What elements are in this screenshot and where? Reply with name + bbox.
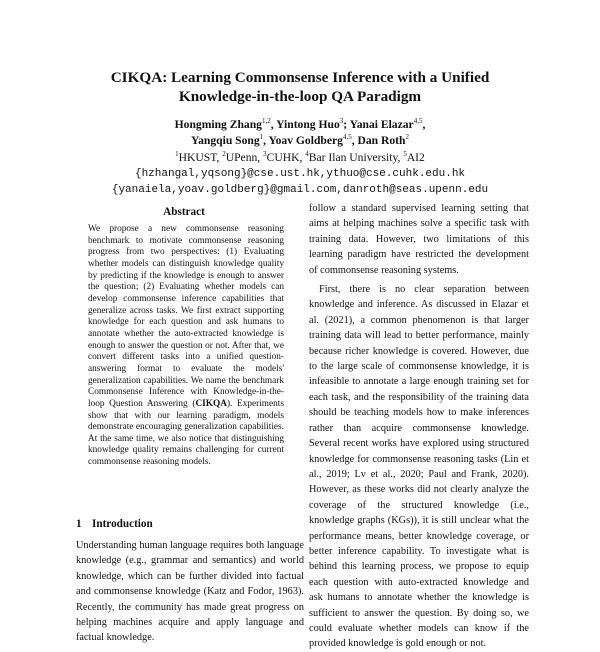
paper-title-line-1: CIKQA: Learning Commonsense Inference with a Unified: [110, 69, 490, 86]
affil-sup: 5: [403, 150, 407, 158]
author-separator: ,: [270, 118, 277, 131]
abstract-body: [88, 224, 284, 469]
email-line-2: {yanaiela,yoav.goldberg}@gmail.com,danroth@seas.upenn.edu: [111, 184, 489, 196]
abstract-text: We propose a new commonsense reasoning benchmark to motivate commonsense reasoning progress from two perspectives: (1) Evaluating whether models can distinguish knowledge quality by predicting if the knowledge is enough to answer the question; (2) Evaluating whether models can develop commonsense inference capabilities that generalize across tasks. We first extract supporting knowledge for each question and ask humans to annotate whether the auto-extracted knowledge is enough to answer the question or not. After that, we convert different tasks into a unified question-answering format to evaluate the models' generalization capabilities. We name the benchmark Commonsense Inference with Knowledge-in-the-loop Question Answering (: [88, 224, 284, 409]
author-affil-sup: 4,5: [342, 133, 352, 141]
affil-sup: 3: [263, 150, 267, 158]
abstract-text-end: ). Experiments show that with our learning paradigm, models demonstrate encouraging generalization capabilities. At the same time, we also notice that distinguishing knowledge quality remains challenging for current commonsense reasoning models.: [88, 398, 285, 468]
author-affil-sup: 2: [405, 133, 409, 141]
affil-sup: 2: [222, 150, 226, 158]
author-line-1: [0, 117, 600, 133]
right-paragraph-2: First, there is no clear separation between knowledge and inference. As discussed in Elazar et al. (2021), a common phenomenon is that larger training data will lead to better performance, mainly because richer knowledge is covered. However, due to the large scale of commonsense knowledge, it is infeasible to annotate a large enough training set for each task, and the responsibility of the training data should be teaching models how to make inferences rather than acquire commonsense knowledge. Several recent works have explored using structured knowledge for commonsense reasoning tasks (Lin et al., 2019; Lv et al., 2020; Paul and Frank, 2020). However, as these works did not clearly analyze the coverage of the structured knowledge (i.e., knowledge graphs (KGs)), it is still unclear what the performance means, better knowledge coverage, or better inference capability. To investigate what is behind this learning process, we propose to equip each question with auto-extracted knowledge and ask humans to annotate whether the knowledge is sufficient to answer the question. By doing so, we could evaluate whether models can know if the provided knowledge is gold enough or not.: [309, 284, 529, 650]
author-name: Yangqiu Song: [191, 134, 260, 147]
author-separator: ,: [351, 134, 358, 147]
affiliations: [0, 150, 600, 166]
right-column: [309, 201, 529, 652]
author-separator: ,: [422, 118, 426, 131]
author-name: Yoav Goldberg: [268, 134, 343, 147]
affil-name: CUHK,: [266, 151, 306, 164]
affil-name: HKUST,: [178, 151, 223, 164]
affil-name: AI2: [406, 151, 425, 164]
section-heading-introduction: [76, 517, 153, 531]
introduction-paragraph: Understanding human language requires both language knowledge (e.g., grammar and semantics) and world knowledge, which can be further divided into factual and commonsense knowledge (Katz and Fodor, 1963). Recently, the community has made great progress on helping machines acquire and apply language and factual knowledge.: [76, 540, 304, 644]
paper-title-line-2: Knowledge-in-the-loop QA Paradigm: [178, 88, 422, 105]
abstract-heading: Abstract: [163, 206, 205, 218]
affil-sup: 4: [305, 150, 309, 158]
affil-name: UPenn,: [225, 151, 264, 164]
author-affil-sup: 1: [259, 133, 264, 141]
section-number: 1: [76, 518, 82, 530]
author-name: Yintong Huo: [276, 118, 340, 131]
email-line-1: {hzhangal,yqsong}@cse.ust.hk,ythuo@cse.cuhk.edu.hk: [134, 168, 466, 180]
abstract-bold-acronym: CIKQA: [195, 398, 227, 409]
author-name: Hongming Zhang: [174, 118, 262, 131]
author-separator: ,: [263, 134, 269, 147]
affil-sup: 1: [175, 150, 179, 158]
author-affil-sup: 4,5: [413, 117, 423, 125]
right-paragraph-1: follow a standard supervised learning setting that aims at helping machines solve a specific task with training data. However, two limitations of this learning paradigm have restricted the development of commonsense reasoning systems.: [309, 203, 529, 276]
author-affil-sup: 1,2: [261, 117, 271, 125]
author-name: Yanai Elazar: [349, 118, 414, 131]
affil-name: Bar Ilan University,: [308, 151, 404, 164]
author-separator: ;: [343, 118, 350, 131]
author-line-2: [0, 133, 600, 149]
author-affil-sup: 3: [339, 117, 344, 125]
section-title: Introduction: [92, 518, 153, 530]
author-name: Dan Roth: [357, 134, 406, 147]
